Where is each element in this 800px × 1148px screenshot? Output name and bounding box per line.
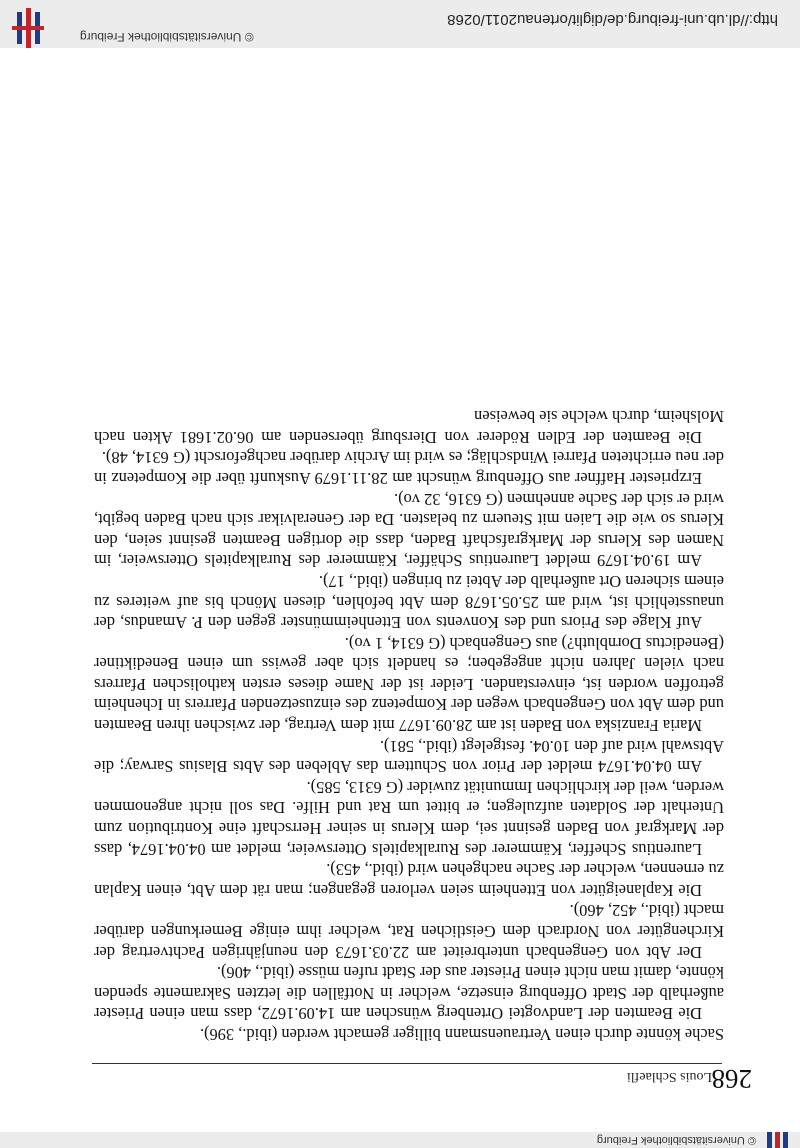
paragraph: Die Beamten der Landvogtei Ortenberg wünschen am 14.09.1672, dass man einen Priester außerhalb der Stadt Offenburg einsetze, welcher in Notfällen die letzten Sakramente spenden könnte, damit man nicht einen Priester aus der Stadt rufen müsse (ibid., 406).: [94, 963, 724, 1024]
paragraph: Erzpriester Haffner aus Offenburg wünscht am 28.11.1679 Auskunft über die Kompetenz in der neu errichteten Pfarrei Windschläg; es wird im Archiv darüber nachgeforscht (G 6314, 48).: [94, 448, 724, 488]
running-head-author: Louis Schlaefli: [626, 1069, 712, 1084]
paragraph: Der Abt von Gengenbach unterbreitet am 22.03.1673 den neunjährigen Pachtvertrag der Kirchengüter von Nordrach dem Geistlichen Rat, welcher ihm einige Bemerkungen darüber macht (ibid., 452, 460).: [94, 901, 724, 962]
library-header-strip: [0, 1132, 800, 1148]
library-logo-icon: [760, 1132, 792, 1148]
paragraph: Am 04.04.1674 meldet der Prior von Schuttern das Ableben des Abts Blasius Sarway; die Abtswahl wird auf den 10.04. festgelegt (ibid., 581).: [94, 736, 724, 777]
paragraph: Laurentius Scheffer, Kämmerer des Ruralkapitels Ottersweier, meldet am 04.04.1674, dass der Markgraf von Baden gesinnt sei, dem Klerus in seiner Herrschaft eine Kontribution zum Unterhalt der Soldaten aufzulegen; er bittet um Rat und Hilfe. Das soll nicht angenommen werden, weil der kirchlichen Immunität zuwider (G 6313, 585).: [94, 777, 724, 859]
page-number: 268: [711, 1064, 752, 1094]
library-credit: © Universitätsbibliothek Freiburg: [596, 1134, 756, 1146]
paragraph: Sache könnte durch einen Vertrauensmann billiger gemacht werden (ibid., 396).: [199, 1025, 724, 1044]
library-logo-icon: [12, 8, 44, 48]
library-footer-bar: [0, 0, 800, 48]
paragraph: Maria Franziska von Baden ist am 28.09.1677 mit dem Vertrag, der zwischen ihren Beamten und dem Abt von Gengenbach wegen der Kompetenz des einzusetzenden Pfarrers in Ichenheim getroffen worden ist, einverstanden. Leider ist der Name dieses ersten katholischen Pfarrers nach vielen Jahren nicht angegeben; es handelt sich aber gewiss um einen Benediktiner (Benedictus Dornbluth?) aus Gengenbach (G 6314, 1 vo).: [94, 633, 724, 736]
running-head: [92, 1063, 752, 1094]
paragraph: Die Kaplaneigüter von Ettenheim seien verloren gegangen; man rät dem Abt, einen Kaplan zu ernennen, welcher der Sache nachgehen wird (ibid., 453).: [94, 860, 724, 900]
document-url[interactable]: http://dl.ub.uni-freiburg.de/diglit/ortenau2011/0268: [447, 11, 778, 28]
paragraph: Auf Klage des Priors und des Konvents von Ettenheimmünster gegen den P. Amandus, der unausstehlich ist, wird am 25.05.1678 dem Abt befohlen, diesen Mönch bis auf weiteres zu einem sicheren Ort außerhalb der Abtei zu bringen (ibid., 17).: [94, 571, 724, 633]
body-text: [94, 406, 724, 1044]
paragraph: Die Beamten der Edlen Röderer von Diersburg übersenden am 06.02.1681 Akten nach Molsheim, durch welche sie beweisen: [94, 407, 724, 447]
library-credit-footer: © Universitätsbibliothek Freiburg: [80, 30, 254, 44]
paragraph: Am 19.04.1679 meldet Laurentius Schäffer, Kämmerer des Ruralkapitels Ottersweier, im Namen des Klerus der Markgrafschaft Baden, dass die dortigen Beamten gesinnt seien, den Klerus so wie die Laien mit Steuern zu belasten. Da der Generalvikar sich nach Baden begibt, wird er sich der Sache annehmen (G 6316, 32 vo).: [94, 489, 724, 571]
